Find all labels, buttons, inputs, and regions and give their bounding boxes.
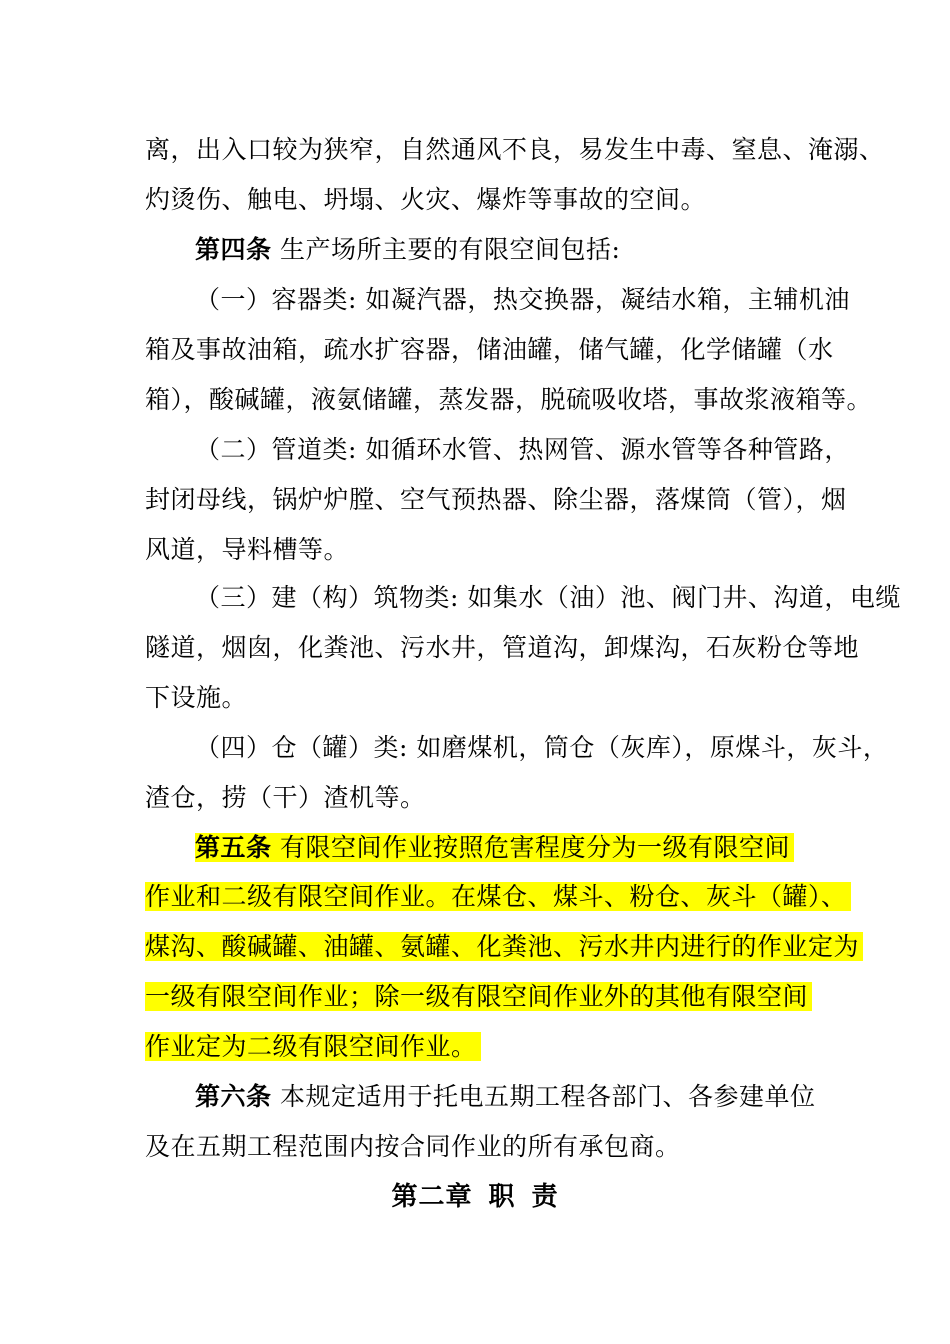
article-5-text: 有限空间作业按照危害程度分为一级有限空间 <box>271 833 790 862</box>
highlighted-text: 煤沟、酸碱罐、油罐、氨罐、化粪池、污水井内进行的作业定为 <box>145 932 863 961</box>
article-5 <box>195 828 815 868</box>
article-5-highlight <box>195 833 794 862</box>
article-5-line <box>145 877 847 917</box>
chapter-title-part: 职 <box>488 1182 516 1212</box>
highlighted-text: 作业定为二级有限空间作业。 <box>145 1032 481 1061</box>
item-3-line: 下设施。 <box>145 683 248 712</box>
article-6-text: 本规定适用于托电五期工程各部门、各参建单位 <box>271 1082 816 1111</box>
chapter-number: 第二章 <box>391 1182 473 1212</box>
item-4-line: 渣仓，捞（干）渣机等。 <box>145 783 426 812</box>
highlighted-text: 作业和二级有限空间作业。在煤仓、煤斗、粉仓、灰斗（罐）、 <box>145 882 851 911</box>
article-4 <box>195 230 815 270</box>
article-5-line <box>145 927 860 967</box>
article-4-text: 生产场所主要的有限空间包括: <box>271 235 621 264</box>
item-1-line: 箱），酸碱罐，液氨储罐，蒸发器，脱硫吸收塔，事故浆液箱等。 <box>145 385 873 414</box>
article-6-label: 第六条 <box>195 1082 272 1111</box>
item-2-line: 风道，导料槽等。 <box>145 535 350 564</box>
item-2-line: 封闭母线，锅炉炉膛、空气预热器、除尘器，落煤筒（管），烟 <box>145 485 847 514</box>
item-1-line: 箱及事故油箱，疏水扩容器，储油罐，储气罐，化学储罐（水 <box>145 335 834 364</box>
article-4-label: 第四条 <box>195 235 272 264</box>
chapter-heading <box>0 1175 950 1219</box>
item-3-line: （三）建（构）筑物类: 如集水（油）池、阀门井、沟道，电缆 <box>195 583 901 612</box>
article-5-label: 第五条 <box>195 833 272 862</box>
item-1-line: （一）容器类: 如凝汽器，热交换器，凝结水箱，主辅机油 <box>195 285 850 314</box>
text-line: 离，出入口较为狭窄，自然通风不良，易发生中毒、窒息、淹溺、 <box>145 135 885 164</box>
item-3-line: 隧道，烟囱，化粪池、污水井，管道沟，卸煤沟，石灰粉仓等地 <box>145 633 860 662</box>
article-6 <box>195 1077 815 1117</box>
item-4-line: （四）仓（罐）类: 如磨煤机，筒仓（灰库），原煤斗，灰斗， <box>195 733 889 762</box>
text-line: 灼烫伤、触电、坍塌、火灾、爆炸等事故的空间。 <box>145 185 707 214</box>
item-2-line: （二）管道类: 如循环水管、热网管、源水管等各种管路， <box>195 435 850 464</box>
article-5-line <box>145 1027 815 1067</box>
article-5-line <box>145 977 815 1017</box>
chapter-title-part: 责 <box>531 1182 559 1212</box>
highlighted-text: 一级有限空间作业；除一级有限空间作业外的其他有限空间 <box>145 982 812 1011</box>
article-6-line: 及在五期工程范围内按合同作业的所有承包商。 <box>145 1132 681 1161</box>
